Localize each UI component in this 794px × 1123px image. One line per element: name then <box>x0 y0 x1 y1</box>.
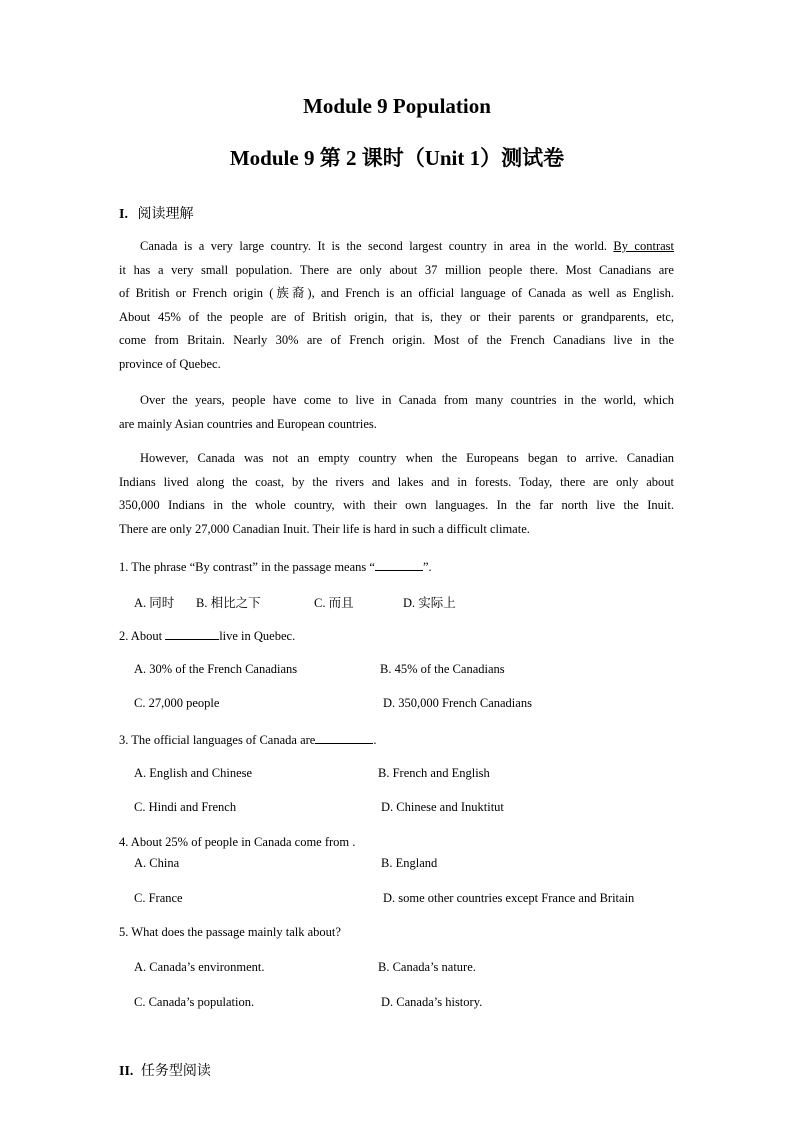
q4-option-c: C. France <box>134 891 183 905</box>
q4-option-a: A. China <box>134 856 180 870</box>
passage-line: province of Quebec. <box>119 356 221 371</box>
q2-option-a: A. 30% of the French Canadians <box>134 662 298 676</box>
question-4: 4. About 25% of people in Canada come from . <box>119 835 356 849</box>
q2-option-b: B. 45% of the Canadians <box>380 662 505 676</box>
q5-option-b: B. Canada’s nature. <box>378 960 476 974</box>
passage-line: come from Britain. Nearly 30% are of French origin. Most of the French Canadians live in the <box>119 333 674 347</box>
section-heading-task-reading <box>119 1060 211 1080</box>
question-3: 3. The official languages of Canada are . <box>119 733 377 747</box>
q3-option-c: C. Hindi and French <box>134 800 237 814</box>
q3-option-d: D. Chinese and Inuktitut <box>381 800 504 814</box>
q1-option-d: D. 实际上 <box>403 596 456 610</box>
q1-option-a: A. 同时 <box>134 596 175 610</box>
passage-line: Canada is a very large country. It is the second largest country in area in the world. By contrast <box>140 239 674 253</box>
q5-option-d: D. Canada’s history. <box>381 995 483 1009</box>
question-1: 1. The phrase “By contrast” in the passage means “ ”. <box>119 560 432 574</box>
passage-line: 350,000 Indians in the whole country, with their own languages. In the far north live the Inuit. <box>119 498 674 512</box>
passage-paragraph-1 <box>119 235 674 376</box>
page-title: Module 9 Population <box>303 94 491 118</box>
passage-paragraph-2 <box>119 389 674 436</box>
answer-blank <box>315 731 373 744</box>
question-5: 5. What does the passage mainly talk about? <box>119 925 341 939</box>
section-number: I. <box>119 207 128 222</box>
passage-line: are mainly Asian countries and European countries. <box>119 416 377 431</box>
q4-option-d: D. some other countries except France and Britain <box>383 891 635 905</box>
passage-line: of British or French origin (族裔), and French is an official language of Canada as well as English. <box>119 286 674 300</box>
q2-option-d: D. 350,000 French Canadians <box>383 696 532 710</box>
section-number: II. <box>119 1064 134 1079</box>
section-heading-reading <box>119 203 193 223</box>
section-title: 任务型阅读 <box>140 1064 211 1079</box>
answer-blank <box>165 627 219 640</box>
q5-option-c: C. Canada’s population. <box>134 995 255 1009</box>
passage-line: However, Canada was not an empty country when the Europeans began to arrive. Canadian <box>140 451 674 465</box>
passage-line: About 45% of the people are of British origin, that is, they or their parents or grandparents, etc, <box>119 309 674 324</box>
q3-option-a: A. English and Chinese <box>134 766 253 780</box>
q5-option-a: A. Canada’s environment. <box>134 960 265 974</box>
passage-line: Indians lived along the coast, by the rivers and lakes and in forests. Today, there are only about <box>119 474 674 489</box>
passage-paragraph-3 <box>119 447 674 541</box>
q2-option-c: C. 27,000 people <box>134 696 220 710</box>
page-subtitle: Module 9 第 2 课时（Unit 1）测试卷 <box>229 146 565 170</box>
underlined-phrase: By contrast <box>613 239 674 253</box>
answer-blank <box>375 558 423 571</box>
passage-line: Over the years, people have come to live in Canada from many countries in the world, which <box>140 393 674 407</box>
q1-option-c: C. 而且 <box>314 596 354 610</box>
question-2: 2. About live in Quebec. <box>119 629 296 643</box>
passage-line: it has a very small population. There are only about 37 million people there. Most Canadians are <box>119 262 674 277</box>
section-title: 阅读理解 <box>137 207 194 222</box>
q4-option-b: B. England <box>381 856 438 870</box>
passage-line: There are only 27,000 Canadian Inuit. Their life is hard in such a difficult climate. <box>119 521 530 536</box>
q3-option-b: B. French and English <box>378 766 490 780</box>
q1-option-b: B. 相比之下 <box>196 596 261 610</box>
